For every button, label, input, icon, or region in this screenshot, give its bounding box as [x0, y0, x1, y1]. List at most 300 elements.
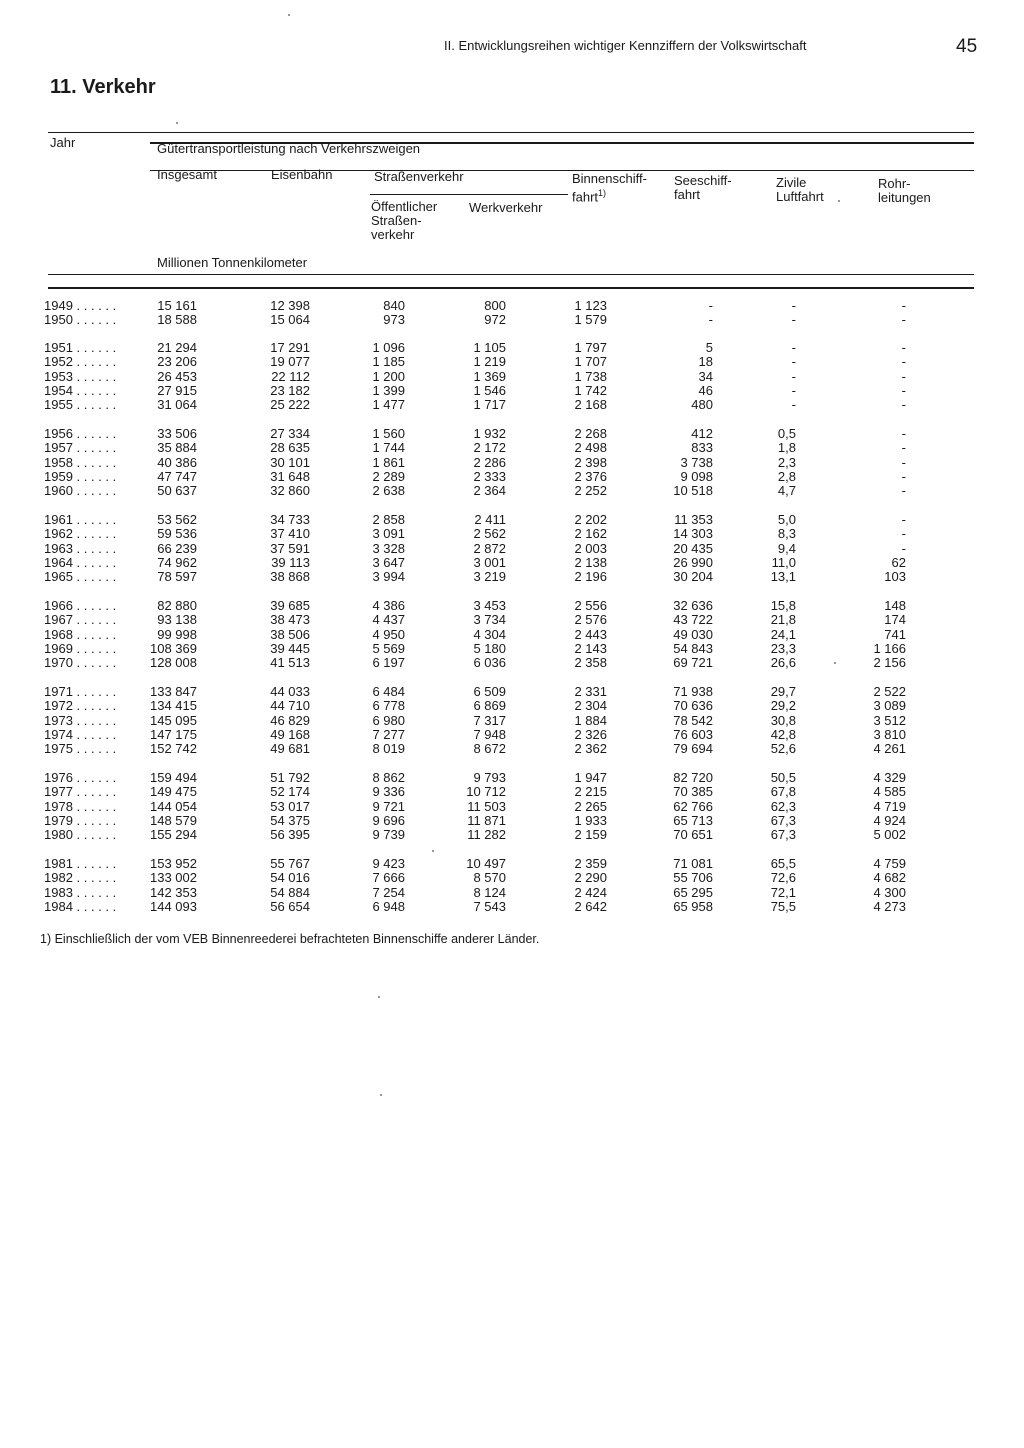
- unit-rule: [48, 274, 974, 275]
- cell-eisenbahn: 54 884: [270, 884, 310, 900]
- cell-oeffentlicher-strassenverkehr: 6 484: [372, 684, 405, 699]
- cell-rohrleitungen: -: [901, 526, 906, 542]
- cell-rohrleitungen: 103: [884, 569, 906, 585]
- cell-seeschiffahrt: 34: [698, 368, 713, 384]
- cell-binnenschiffahrt: 2 424: [574, 884, 607, 900]
- cell-year: 1959 . . . . . .: [44, 468, 117, 484]
- cell-rohrleitungen: 4 924: [873, 812, 906, 828]
- cell-seeschiffahrt: 30 204: [673, 569, 713, 585]
- cell-oeffentlicher-strassenverkehr: 7 666: [372, 870, 405, 886]
- cell-oeffentlicher-strassenverkehr: 840: [383, 298, 405, 313]
- cell-zivile-luftfahrt: -: [791, 354, 796, 370]
- cell-rohrleitungen: 4 719: [873, 798, 906, 814]
- cell-werkverkehr: 3 001: [473, 554, 506, 570]
- cell-werkverkehr: 6 509: [473, 684, 506, 699]
- cell-werkverkehr: 11 871: [467, 812, 506, 828]
- cell-rohrleitungen: -: [901, 483, 906, 499]
- cell-eisenbahn: 49 681: [270, 741, 310, 757]
- table-top-rule: [48, 132, 974, 133]
- col-header-rohrleitungen: [878, 177, 931, 205]
- cell-binnenschiffahrt: 2 304: [574, 698, 607, 714]
- cell-werkverkehr: 1 546: [473, 382, 506, 398]
- cell-year: 1961 . . . . . .: [44, 512, 117, 527]
- cell-seeschiffahrt: 32 636: [673, 598, 713, 613]
- cell-binnenschiffahrt: 2 576: [574, 612, 607, 628]
- col-header-binnen-line2: fahrt$^{1)}$: [572, 188, 607, 205]
- cell-eisenbahn: 30 101: [270, 454, 310, 470]
- print-speck: [432, 850, 434, 852]
- cell-insgesamt: 23 206: [157, 354, 197, 370]
- cell-eisenbahn: 25 222: [270, 397, 310, 413]
- cell-eisenbahn: 27 334: [270, 426, 310, 441]
- cell-eisenbahn: 28 635: [270, 440, 310, 456]
- cell-seeschiffahrt: 43 722: [673, 612, 713, 628]
- cell-eisenbahn: 44 033: [270, 684, 310, 699]
- cell-eisenbahn: 54 016: [270, 870, 310, 886]
- cell-seeschiffahrt: -: [708, 312, 713, 328]
- cell-rohrleitungen: 174: [884, 612, 906, 628]
- cell-oeffentlicher-strassenverkehr: 4 386: [372, 598, 405, 613]
- cell-werkverkehr: 5 180: [473, 640, 506, 656]
- cell-binnenschiffahrt: 1 738: [574, 368, 607, 384]
- cell-eisenbahn: 37 591: [270, 540, 310, 556]
- cell-binnenschiffahrt: 2 196: [574, 569, 607, 585]
- cell-binnenschiffahrt: 2 326: [574, 726, 607, 742]
- cell-seeschiffahrt: 82 720: [673, 770, 713, 785]
- cell-zivile-luftfahrt: 13,1: [770, 569, 796, 585]
- cell-zivile-luftfahrt: 75,5: [770, 898, 796, 914]
- cell-year: 1975 . . . . . .: [44, 741, 117, 757]
- cell-werkverkehr: 800: [484, 298, 506, 313]
- cell-werkverkehr: 3 453: [473, 598, 506, 613]
- cell-rohrleitungen: -: [901, 312, 906, 328]
- cell-binnenschiffahrt: 2 138: [574, 554, 607, 570]
- cell-werkverkehr: 7 948: [473, 726, 506, 742]
- cell-werkverkehr: 972: [484, 312, 506, 328]
- cell-year: 1972 . . . . . .: [44, 698, 117, 714]
- cell-oeffentlicher-strassenverkehr: 973: [383, 312, 405, 328]
- cell-binnenschiffahrt: 1 933: [574, 812, 607, 828]
- cell-eisenbahn: 12 398: [270, 298, 310, 313]
- cell-zivile-luftfahrt: 8,3: [777, 526, 796, 542]
- cell-seeschiffahrt: 18: [698, 354, 713, 370]
- cell-seeschiffahrt: 5: [705, 340, 713, 355]
- cell-binnenschiffahrt: 2 398: [574, 454, 607, 470]
- cell-year: 1956 . . . . . .: [44, 426, 117, 441]
- cell-werkverkehr: 8 124: [473, 884, 506, 900]
- main-header: Gütertransportleistung nach Verkehrszweigen: [157, 141, 421, 156]
- cell-insgesamt: 155 294: [150, 827, 197, 843]
- cell-insgesamt: 26 453: [157, 368, 197, 384]
- cell-eisenbahn: 38 868: [270, 569, 310, 585]
- cell-seeschiffahrt: 65 958: [673, 898, 713, 914]
- cell-oeffentlicher-strassenverkehr: 9 721: [372, 798, 405, 814]
- cell-seeschiffahrt: 26 990: [673, 554, 713, 570]
- cell-year: 1974 . . . . . .: [44, 726, 117, 742]
- cell-seeschiffahrt: 65 295: [673, 884, 713, 900]
- cell-insgesamt: 153 952: [150, 856, 197, 871]
- cell-zivile-luftfahrt: 11,0: [771, 554, 796, 570]
- cell-eisenbahn: 53 017: [270, 798, 310, 814]
- print-speck: [378, 996, 380, 998]
- cell-oeffentlicher-strassenverkehr: 2 858: [372, 512, 405, 527]
- cell-year: 1953 . . . . . .: [44, 368, 117, 384]
- cell-zivile-luftfahrt: 30,8: [770, 712, 796, 728]
- cell-oeffentlicher-strassenverkehr: 4 437: [372, 612, 405, 628]
- cell-year: 1951 . . . . . .: [44, 340, 117, 355]
- cell-year: 1979 . . . . . .: [44, 812, 117, 828]
- cell-rohrleitungen: -: [901, 440, 906, 456]
- cell-binnenschiffahrt: 2 443: [574, 626, 607, 642]
- cell-eisenbahn: 15 064: [270, 312, 310, 328]
- cell-year: 1984 . . . . . .: [44, 898, 117, 914]
- cell-werkverkehr: 7 543: [473, 898, 506, 914]
- cell-rohrleitungen: 148: [884, 598, 906, 613]
- cell-eisenbahn: 56 395: [270, 827, 310, 843]
- col-header-strassenverkehr: Straßenverkehr: [374, 169, 464, 184]
- cell-binnenschiffahrt: 2 265: [574, 798, 607, 814]
- cell-eisenbahn: 23 182: [270, 382, 310, 398]
- page-number: 45: [956, 36, 978, 57]
- cell-werkverkehr: 10 712: [466, 784, 506, 800]
- cell-zivile-luftfahrt: 62,3: [770, 798, 796, 814]
- cell-zivile-luftfahrt: -: [791, 382, 796, 398]
- cell-rohrleitungen: 4 585: [873, 784, 906, 800]
- cell-year: 1982 . . . . . .: [44, 870, 117, 886]
- cell-werkverkehr: 3 734: [473, 612, 506, 628]
- cell-binnenschiffahrt: 1 579: [574, 312, 607, 328]
- cell-zivile-luftfahrt: 67,3: [770, 812, 796, 828]
- cell-insgesamt: 133 002: [150, 870, 197, 886]
- cell-binnenschiffahrt: 2 642: [574, 898, 607, 914]
- cell-seeschiffahrt: 10 518: [673, 483, 713, 499]
- cell-rohrleitungen: -: [901, 454, 906, 470]
- cell-oeffentlicher-strassenverkehr: 1 744: [372, 440, 405, 456]
- cell-eisenbahn: 39 445: [270, 640, 310, 656]
- cell-binnenschiffahrt: 2 268: [574, 426, 607, 441]
- cell-year: 1971 . . . . . .: [44, 684, 117, 699]
- cell-werkverkehr: 6 036: [473, 655, 506, 671]
- cell-zivile-luftfahrt: 5,0: [777, 512, 796, 527]
- cell-werkverkehr: 1 717: [473, 397, 506, 413]
- cell-oeffentlicher-strassenverkehr: 3 647: [372, 554, 405, 570]
- cell-oeffentlicher-strassenverkehr: 9 696: [372, 812, 405, 828]
- cell-zivile-luftfahrt: 67,8: [770, 784, 796, 800]
- cell-zivile-luftfahrt: 21,8: [770, 612, 796, 628]
- footnote-marker: 1): [598, 188, 607, 198]
- cell-insgesamt: 93 138: [157, 612, 197, 628]
- cell-zivile-luftfahrt: 52,6: [770, 741, 796, 757]
- cell-insgesamt: 47 747: [157, 468, 197, 484]
- cell-werkverkehr: 3 219: [473, 569, 506, 585]
- cell-oeffentlicher-strassenverkehr: 1 560: [372, 426, 405, 441]
- cell-insgesamt: 15 161: [157, 298, 197, 313]
- cell-eisenbahn: 32 860: [270, 483, 310, 499]
- cell-binnenschiffahrt: 2 362: [574, 741, 607, 757]
- print-speck: [380, 1094, 382, 1096]
- cell-zivile-luftfahrt: 29,2: [770, 698, 796, 714]
- cell-year: 1950 . . . . . .: [44, 312, 117, 328]
- cell-binnenschiffahrt: 2 003: [574, 540, 607, 556]
- cell-binnenschiffahrt: 1 123: [574, 298, 607, 313]
- cell-oeffentlicher-strassenverkehr: 8 019: [372, 741, 405, 757]
- cell-binnenschiffahrt: 2 162: [574, 526, 607, 542]
- cell-oeffentlicher-strassenverkehr: 3 091: [372, 526, 405, 542]
- cell-rohrleitungen: -: [901, 426, 906, 441]
- cell-oeffentlicher-strassenverkehr: 1 185: [372, 354, 405, 370]
- cell-rohrleitungen: -: [901, 368, 906, 384]
- cell-eisenbahn: 55 767: [270, 856, 310, 871]
- col-header-rohr-line2: leitungen: [878, 190, 931, 205]
- cell-rohrleitungen: -: [901, 468, 906, 484]
- cell-insgesamt: 33 506: [157, 426, 197, 441]
- cell-eisenbahn: 31 648: [270, 468, 310, 484]
- running-head: II. Entwicklungsreihen wichtiger Kennziffern der Volkswirtschaft: [444, 38, 807, 53]
- cell-year: 1964 . . . . . .: [44, 554, 117, 570]
- cell-binnenschiffahrt: 2 376: [574, 468, 607, 484]
- cell-rohrleitungen: -: [901, 397, 906, 413]
- cell-oeffentlicher-strassenverkehr: 7 254: [372, 884, 405, 900]
- cell-year: 1978 . . . . . .: [44, 798, 117, 814]
- cell-seeschiffahrt: 70 651: [673, 827, 713, 843]
- cell-insgesamt: 149 475: [150, 784, 197, 800]
- cell-year: 1967 . . . . . .: [44, 612, 117, 628]
- cell-binnenschiffahrt: 2 290: [574, 870, 607, 886]
- cell-eisenbahn: 46 829: [270, 712, 310, 728]
- cell-year: 1977 . . . . . .: [44, 784, 117, 800]
- cell-binnenschiffahrt: 1 742: [574, 382, 607, 398]
- cell-year: 1954 . . . . . .: [44, 382, 117, 398]
- cell-rohrleitungen: 4 273: [873, 898, 906, 914]
- cell-seeschiffahrt: 76 603: [673, 726, 713, 742]
- cell-eisenbahn: 39 113: [271, 554, 310, 570]
- cell-zivile-luftfahrt: 24,1: [770, 626, 796, 642]
- cell-oeffentlicher-strassenverkehr: 7 277: [372, 726, 405, 742]
- cell-eisenbahn: 37 410: [270, 526, 310, 542]
- cell-eisenbahn: 22 112: [271, 368, 310, 384]
- cell-eisenbahn: 51 792: [270, 770, 310, 785]
- cell-rohrleitungen: 2 156: [873, 655, 906, 671]
- unit-label: Millionen Tonnenkilometer: [157, 255, 308, 270]
- cell-werkverkehr: 1 219: [473, 354, 506, 370]
- cell-zivile-luftfahrt: 1,8: [777, 440, 796, 456]
- cell-oeffentlicher-strassenverkehr: 9 423: [372, 856, 405, 871]
- cell-seeschiffahrt: 49 030: [673, 626, 713, 642]
- print-speck: [176, 122, 178, 124]
- cell-insgesamt: 82 880: [157, 598, 197, 613]
- cell-seeschiffahrt: 480: [691, 397, 713, 413]
- cell-seeschiffahrt: 78 542: [673, 712, 713, 728]
- cell-insgesamt: 53 562: [157, 512, 197, 527]
- cell-oeffentlicher-strassenverkehr: 2 638: [372, 483, 405, 499]
- cell-rohrleitungen: 1 166: [873, 640, 906, 656]
- cell-rohrleitungen: -: [901, 340, 906, 355]
- cell-insgesamt: 74 962: [157, 554, 197, 570]
- cell-werkverkehr: 8 570: [473, 870, 506, 886]
- cell-werkverkehr: 2 333: [473, 468, 506, 484]
- cell-eisenbahn: 17 291: [270, 340, 310, 355]
- cell-insgesamt: 59 536: [157, 526, 197, 542]
- cell-year: 1976 . . . . . .: [44, 770, 117, 785]
- cell-werkverkehr: 2 364: [473, 483, 506, 499]
- cell-year: 1969 . . . . . .: [44, 640, 117, 656]
- cell-werkverkehr: 1 105: [473, 340, 506, 355]
- cell-eisenbahn: 19 077: [270, 354, 310, 370]
- cell-oeffentlicher-strassenverkehr: 6 948: [372, 898, 405, 914]
- print-speck: [834, 662, 836, 664]
- col-header-zivile-luftfahrt: [776, 176, 824, 204]
- cell-binnenschiffahrt: 1 797: [574, 340, 607, 355]
- cell-seeschiffahrt: 55 706: [673, 870, 713, 886]
- cell-year: 1970 . . . . . .: [44, 655, 117, 671]
- col-header-eisenbahn: Eisenbahn: [271, 167, 333, 182]
- cell-seeschiffahrt: 3 738: [680, 454, 713, 470]
- cell-zivile-luftfahrt: 72,1: [770, 884, 796, 900]
- cell-year: 1958 . . . . . .: [44, 454, 117, 470]
- cell-zivile-luftfahrt: 0,5: [777, 426, 796, 441]
- cell-insgesamt: 21 294: [157, 340, 197, 355]
- section-title: 11. Verkehr: [50, 76, 156, 98]
- cell-seeschiffahrt: 46: [698, 382, 713, 398]
- cell-year: 1965 . . . . . .: [44, 569, 117, 585]
- cell-year: 1949 . . . . . .: [44, 298, 117, 313]
- cell-oeffentlicher-strassenverkehr: 6 980: [372, 712, 405, 728]
- cell-werkverkehr: 2 172: [473, 440, 506, 456]
- cell-insgesamt: 78 597: [157, 569, 197, 585]
- cell-rohrleitungen: 3 512: [873, 712, 906, 728]
- cell-rohrleitungen: 62: [891, 554, 906, 570]
- cell-zivile-luftfahrt: -: [791, 312, 796, 328]
- cell-insgesamt: 31 064: [157, 397, 197, 413]
- cell-zivile-luftfahrt: 9,4: [777, 540, 796, 556]
- cell-zivile-luftfahrt: 29,7: [770, 684, 796, 699]
- col-header-see-line2: fahrt: [674, 187, 701, 202]
- cell-rohrleitungen: 741: [884, 626, 906, 642]
- cell-werkverkehr: 2 411: [474, 512, 506, 527]
- cell-binnenschiffahrt: 2 359: [574, 856, 607, 871]
- cell-insgesamt: 108 369: [150, 640, 197, 656]
- cell-zivile-luftfahrt: 15,8: [770, 598, 796, 613]
- cell-werkverkehr: 2 286: [473, 454, 506, 470]
- cell-eisenbahn: 44 710: [270, 698, 310, 714]
- cell-insgesamt: 148 579: [150, 812, 197, 828]
- cell-seeschiffahrt: 20 435: [673, 540, 713, 556]
- cell-zivile-luftfahrt: 23,3: [770, 640, 796, 656]
- cell-binnenschiffahrt: 2 143: [574, 640, 607, 656]
- cell-seeschiffahrt: 54 843: [673, 640, 713, 656]
- cell-werkverkehr: 2 872: [473, 540, 506, 556]
- cell-oeffentlicher-strassenverkehr: 2 289: [372, 468, 405, 484]
- cell-eisenbahn: 54 375: [270, 812, 310, 828]
- cell-year: 1983 . . . . . .: [44, 884, 117, 900]
- col-header-rohr-line1: Rohr-: [878, 176, 911, 191]
- cell-oeffentlicher-strassenverkehr: 6 197: [372, 655, 405, 671]
- cell-seeschiffahrt: 70 636: [673, 698, 713, 714]
- cell-rohrleitungen: 3 089: [873, 698, 906, 714]
- cell-zivile-luftfahrt: -: [791, 368, 796, 384]
- cell-year: 1952 . . . . . .: [44, 354, 117, 370]
- cell-seeschiffahrt: 71 938: [673, 684, 713, 699]
- cell-werkverkehr: 11 503: [467, 798, 506, 814]
- cell-binnenschiffahrt: 2 358: [574, 655, 607, 671]
- strassen-span-rule: [370, 194, 568, 195]
- cell-zivile-luftfahrt: 2,8: [777, 468, 796, 484]
- cell-year: 1980 . . . . . .: [44, 827, 117, 843]
- col-header-oeffentlich: [371, 200, 437, 242]
- cell-insgesamt: 27 915: [157, 382, 197, 398]
- cell-insgesamt: 145 095: [150, 712, 197, 728]
- cell-binnenschiffahrt: 1 707: [574, 354, 607, 370]
- cell-rohrleitungen: -: [901, 512, 906, 527]
- cell-seeschiffahrt: 9 098: [680, 468, 713, 484]
- cell-eisenbahn: 56 654: [270, 898, 310, 914]
- print-speck: [288, 14, 290, 16]
- cell-insgesamt: 40 386: [157, 454, 197, 470]
- cell-werkverkehr: 1 369: [473, 368, 506, 384]
- cell-oeffentlicher-strassenverkehr: 1 200: [372, 368, 405, 384]
- cell-binnenschiffahrt: 2 215: [574, 784, 607, 800]
- cell-zivile-luftfahrt: -: [791, 340, 796, 355]
- cell-year: 1966 . . . . . .: [44, 598, 117, 613]
- cell-oeffentlicher-strassenverkehr: 1 096: [372, 340, 405, 355]
- cell-year: 1973 . . . . . .: [44, 712, 117, 728]
- col-header-binnen-line1: Binnenschiff-: [572, 171, 647, 186]
- cell-rohrleitungen: 4 682: [873, 870, 906, 886]
- cell-eisenbahn: 39 685: [270, 598, 310, 613]
- cell-rohrleitungen: 4 261: [873, 741, 906, 757]
- cell-rohrleitungen: 2 522: [873, 684, 906, 699]
- col-header-insgesamt: Insgesamt: [157, 167, 217, 182]
- cell-binnenschiffahrt: 2 498: [574, 440, 607, 456]
- cell-binnenschiffahrt: 2 202: [574, 512, 607, 527]
- cell-insgesamt: 50 637: [157, 483, 197, 499]
- col-header-oeffentlich-line2: Straßen-: [371, 213, 422, 228]
- cell-insgesamt: 152 742: [150, 741, 197, 757]
- cell-year: 1968 . . . . . .: [44, 626, 117, 642]
- print-speck: [838, 200, 840, 202]
- cell-zivile-luftfahrt: 65,5: [770, 856, 796, 871]
- cell-year: 1963 . . . . . .: [44, 540, 117, 556]
- cell-werkverkehr: 1 932: [473, 426, 506, 441]
- cell-zivile-luftfahrt: -: [791, 397, 796, 413]
- cell-werkverkehr: 10 497: [466, 856, 506, 871]
- col-header-seeschiffahrt: [674, 174, 732, 202]
- cell-insgesamt: 66 239: [157, 540, 197, 556]
- cell-werkverkehr: 4 304: [473, 626, 506, 642]
- cell-seeschiffahrt: 11 353: [674, 512, 713, 527]
- cell-rohrleitungen: -: [901, 382, 906, 398]
- cell-oeffentlicher-strassenverkehr: 1 477: [372, 397, 405, 413]
- cell-insgesamt: 142 353: [150, 884, 197, 900]
- cell-binnenschiffahrt: 2 168: [574, 397, 607, 413]
- cell-zivile-luftfahrt: 42,8: [770, 726, 796, 742]
- cell-werkverkehr: 7 317: [473, 712, 506, 728]
- cell-rohrleitungen: -: [901, 298, 906, 313]
- col-header-werkverkehr: Werkverkehr: [469, 200, 543, 215]
- cell-werkverkehr: 9 793: [473, 770, 506, 785]
- cell-insgesamt: 144 093: [150, 898, 197, 914]
- cell-seeschiffahrt: 833: [691, 440, 713, 456]
- cell-werkverkehr: 11 282: [467, 827, 506, 843]
- cell-binnenschiffahrt: 2 159: [574, 827, 607, 843]
- cell-seeschiffahrt: 71 081: [673, 856, 713, 871]
- cell-zivile-luftfahrt: 72,6: [770, 870, 796, 886]
- cell-seeschiffahrt: 65 713: [673, 812, 713, 828]
- cell-oeffentlicher-strassenverkehr: 1 399: [372, 382, 405, 398]
- cell-zivile-luftfahrt: -: [791, 298, 796, 313]
- cell-insgesamt: 144 054: [150, 798, 197, 814]
- cell-rohrleitungen: 3 810: [873, 726, 906, 742]
